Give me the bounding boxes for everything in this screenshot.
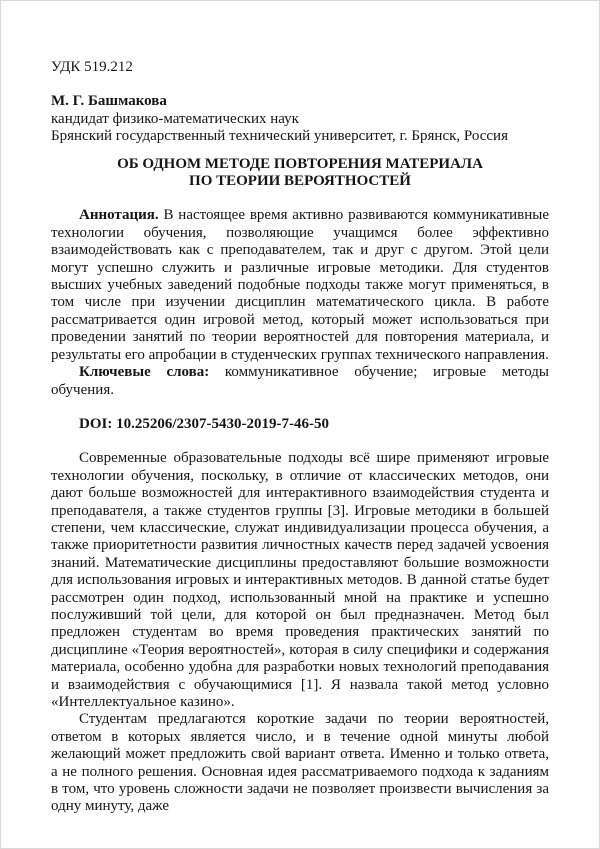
author-name: М. Г. Башмакова bbox=[51, 93, 167, 110]
abstract-text: В настоящее время активно развиваются коммуникативные технологии обучения, позволяющие учащимся более эффективно взаимодействовать как с преподавателем, так и друг с другом. Этой цели могут успешно служить и различные игровые методики. Для студентов высших учебных заведений подобные подходы также могут применяться, в том числе при изучении дисциплин математического цикла. В работе рассматривается один игровой метод, который может использоваться при проведении занятий по теории вероятностей для повторения материала, и результаты его апробации в студенческих группах технического направления. bbox=[51, 207, 549, 363]
keywords-line bbox=[51, 364, 549, 399]
keywords-text: коммуникативное обучение; игровые методы обучения. bbox=[51, 364, 549, 398]
paper-title-line1: ОБ ОДНОМ МЕТОДЕ ПОВТОРЕНИЯ МАТЕРИАЛА bbox=[117, 155, 483, 172]
paper-title-line2: ПО ТЕОРИИ ВЕРОЯТНОСТЕЙ bbox=[189, 173, 411, 190]
abstract-label: Аннотация. bbox=[79, 207, 159, 224]
author-affiliation: Брянский государственный технический университет, г. Брянск, Россия bbox=[51, 128, 508, 145]
author-degree: кандидат физико-математических наук bbox=[51, 110, 299, 127]
abstract-paragraph bbox=[51, 207, 549, 364]
keywords-label: Ключевые слова: bbox=[79, 364, 210, 381]
author-block bbox=[51, 93, 549, 145]
doi-line: DOI: 10.25206/2307-5430-2019-7-46-50 bbox=[79, 415, 329, 432]
body-paragraph-2: Студентам предлагаются короткие задачи по теории вероятностей, ответом в которых является число, и в течение одной минуты любой желающий может предложить свой вариант ответа. Именно и только ответа, а не полного решения. Основная идея рассматриваемого подхода к заданиям в том, что уровень сложности задачи не позволяет произвести вычисления за одну минуту, даже bbox=[51, 711, 549, 815]
paper-title bbox=[51, 156, 549, 191]
udk-number: УДК 519.212 bbox=[51, 59, 133, 75]
body-paragraph-1: Современные образовательные подходы всё шире применяют игровые технологии обучения, поскольку, в отличие от классических методов, они дают больше возможностей для интерактивного взаимодействия студента и преподавателя, а также студентов группы [3]. Игровые методики в большей степени, чем классические, служат индивидуализации процесса обучения, а также приоритетности развития личностных качеств перед задачей усвоения знаний. Математические дисциплины предоставляют большие возможности для использования игровых и интерактивных методов. В данной статье будет рассмотрен один подход, использованный мной на практике и успешно послуживший той цели, для которой он был предназначен. Метод был предложен студентам во время проведения практических занятий по дисциплине «Теория вероятностей», которая в силу специфики и содержания материала, особенно удобна для разработки новых технологий преподавания и взаимодействия с обучающимися [1]. Я назвала такой метод условно «Интеллектуальное казино». bbox=[51, 450, 549, 710]
